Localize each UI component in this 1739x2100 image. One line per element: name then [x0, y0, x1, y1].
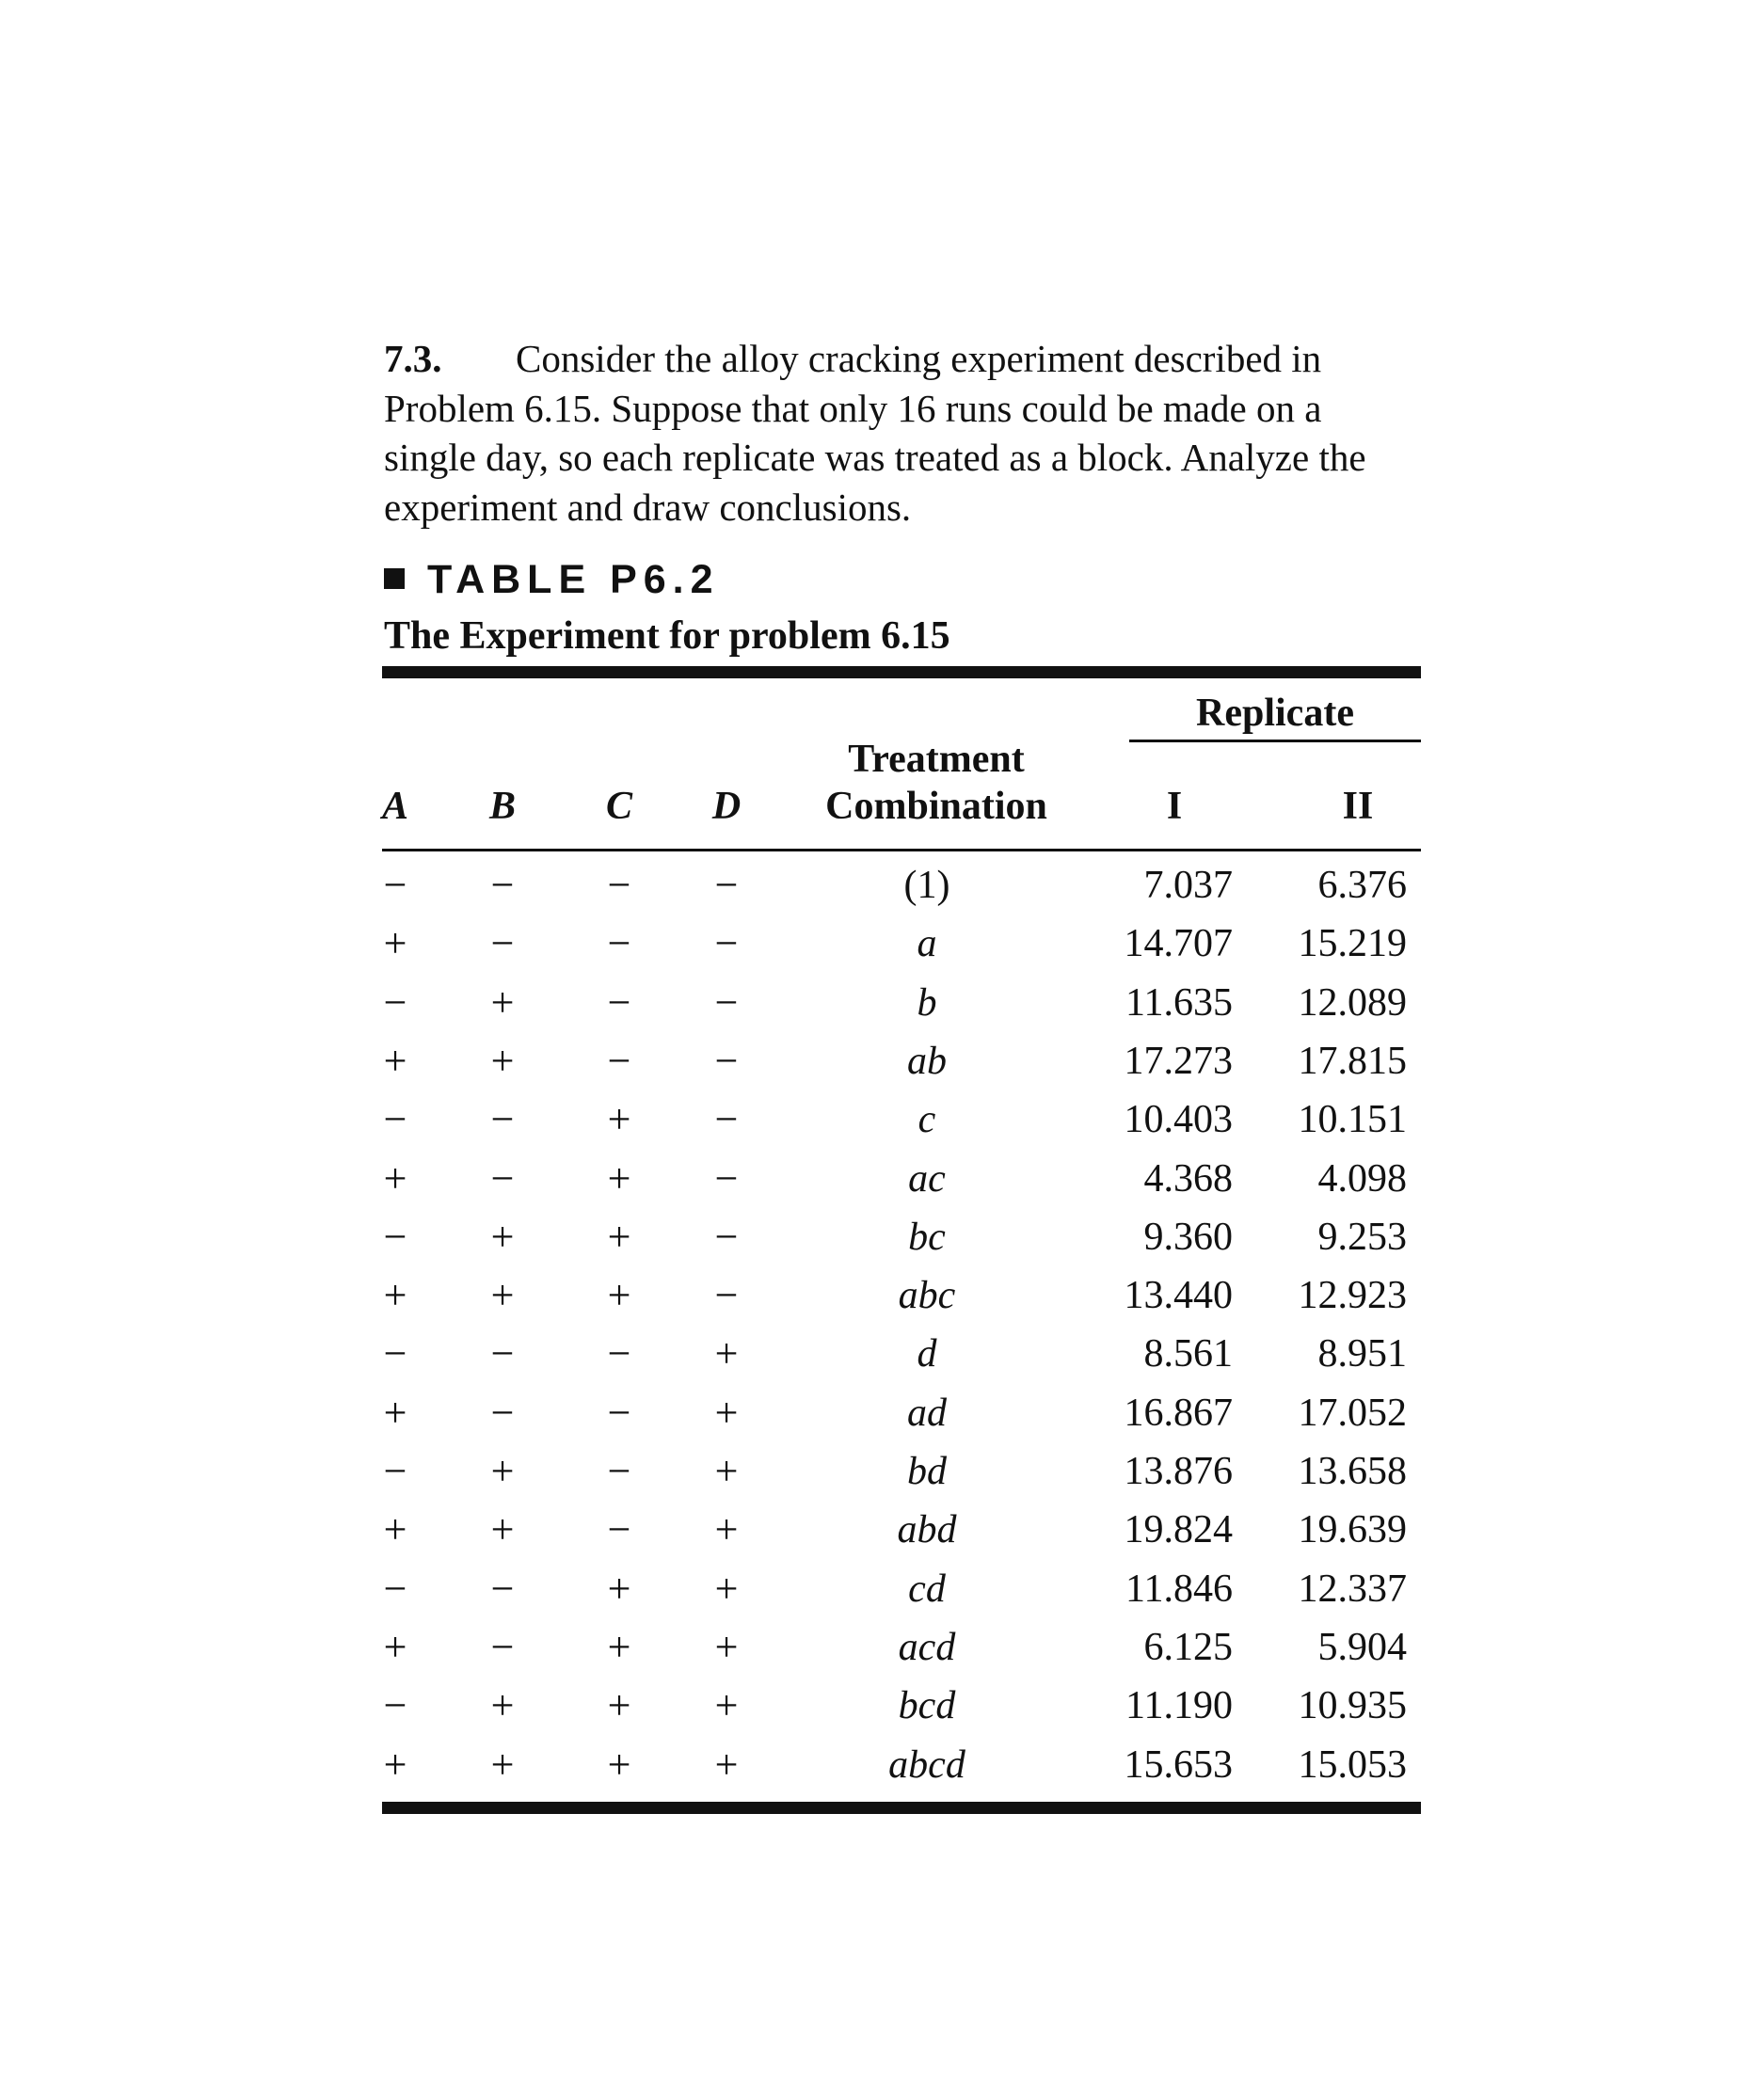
replicate-ii-value: 12.089	[1298, 980, 1407, 1025]
table-top-rule	[382, 666, 1421, 678]
sign-b: −	[490, 1330, 515, 1377]
replicate-i-value: 13.440	[1124, 1274, 1233, 1318]
sign-b: −	[490, 1623, 515, 1670]
sign-c: −	[607, 978, 631, 1026]
table-row	[0, 1090, 1739, 1149]
table-label-text: TABLE P6.2	[427, 557, 720, 602]
treatment-combination: bcd	[898, 1684, 956, 1728]
sign-b: +	[490, 1213, 515, 1260]
treatment-combination: ac	[908, 1156, 946, 1201]
replicate-i-value: 14.707	[1124, 922, 1233, 966]
sign-d: −	[714, 1037, 739, 1084]
sign-c: +	[607, 1741, 631, 1788]
column-header-a: A	[381, 785, 408, 828]
sign-b: −	[490, 1154, 515, 1201]
treatment-header-line1: Treatment	[848, 738, 1025, 781]
sign-b: +	[490, 1272, 515, 1319]
column-header-d: D	[711, 785, 742, 828]
table-row	[0, 974, 1739, 1032]
treatment-combination: acd	[898, 1625, 956, 1669]
sign-a: −	[383, 1565, 407, 1612]
sign-a: +	[383, 1506, 407, 1553]
sign-d: +	[714, 1682, 739, 1729]
sign-d: −	[714, 1272, 739, 1319]
table-row	[0, 856, 1739, 915]
column-header-b: B	[488, 785, 516, 828]
replicate-i-value: 6.125	[1143, 1625, 1233, 1669]
treatment-combination: bd	[907, 1450, 947, 1493]
replicate-ii-value: 17.815	[1298, 1039, 1407, 1083]
replicate-ii-value: 4.098	[1317, 1156, 1407, 1201]
table-row	[0, 1442, 1739, 1501]
table-row	[0, 1560, 1739, 1618]
replicate-ii-value: 10.151	[1298, 1098, 1407, 1142]
replicate-ii-value: 15.219	[1298, 922, 1407, 966]
sign-b: −	[490, 1389, 515, 1436]
table-row	[0, 1736, 1739, 1794]
table-row	[0, 1208, 1739, 1266]
sign-a: +	[383, 1037, 407, 1084]
sign-c: +	[607, 1565, 631, 1612]
sign-c: −	[607, 1037, 631, 1084]
treatment-combination: abc	[898, 1274, 956, 1318]
replicate-i-value: 8.561	[1143, 1332, 1233, 1376]
treatment-combination: b	[917, 980, 937, 1025]
sign-a: +	[383, 1272, 407, 1319]
problem-statement	[384, 334, 1381, 532]
replicate-ii-value: 13.658	[1298, 1450, 1407, 1493]
sign-b: −	[490, 1096, 515, 1143]
sign-a: +	[383, 1154, 407, 1201]
sign-a: −	[383, 1330, 407, 1377]
sign-b: −	[490, 862, 515, 908]
sign-a: −	[383, 862, 407, 908]
sign-b: +	[490, 1741, 515, 1788]
table-row	[0, 1501, 1739, 1559]
sign-d: +	[714, 1330, 739, 1377]
column-header-c: C	[605, 785, 632, 828]
table-label	[384, 557, 720, 610]
replicate-i-value: 10.403	[1124, 1098, 1233, 1142]
treatment-combination: (1)	[903, 864, 950, 907]
sign-d: +	[714, 1389, 739, 1436]
table-row	[0, 1032, 1739, 1090]
sign-c: +	[607, 1096, 631, 1143]
square-bullet-icon	[384, 568, 405, 589]
sign-d: +	[714, 1741, 739, 1788]
table-row	[0, 1266, 1739, 1325]
replicate-i-header: I	[1166, 785, 1183, 828]
replicate-rule	[1129, 740, 1421, 742]
sign-c: −	[607, 1506, 631, 1553]
treatment-combination: c	[917, 1098, 936, 1142]
sign-b: −	[490, 1565, 515, 1612]
sign-d: −	[714, 978, 739, 1026]
sign-d: −	[714, 1096, 739, 1143]
treatment-header-line2: Combination	[825, 785, 1047, 828]
sign-a: −	[383, 1448, 407, 1494]
sign-d: +	[714, 1623, 739, 1670]
replicate-i-value: 13.876	[1124, 1450, 1233, 1493]
problem-text: Consider the alloy cracking experiment described in Problem 6.15. Suppose that only 16 runs could be made on a single day, so each replicate was treated as a block. Analyze the experiment and draw conclusions.	[384, 337, 1366, 529]
treatment-combination: cd	[908, 1567, 946, 1611]
replicate-header: Replicate	[1196, 692, 1354, 735]
sign-d: −	[714, 862, 739, 908]
replicate-ii-value: 19.639	[1298, 1508, 1407, 1552]
sign-a: −	[383, 978, 407, 1026]
table-row	[0, 1150, 1739, 1208]
sign-b: +	[490, 1682, 515, 1729]
sign-b: +	[490, 1506, 515, 1553]
table-bottom-rule	[382, 1802, 1421, 1814]
sign-d: +	[714, 1506, 739, 1553]
sign-a: −	[383, 1213, 407, 1260]
table-row	[0, 1384, 1739, 1442]
sign-d: +	[714, 1565, 739, 1612]
sign-c: −	[607, 1448, 631, 1494]
treatment-combination: bc	[908, 1215, 946, 1259]
sign-d: −	[714, 1154, 739, 1201]
sign-c: +	[607, 1154, 631, 1201]
treatment-combination: ab	[907, 1039, 947, 1083]
problem-number: 7.3.	[384, 337, 442, 380]
sign-b: +	[490, 978, 515, 1026]
sign-c: +	[607, 1682, 631, 1729]
sign-b: −	[490, 920, 515, 967]
replicate-ii-value: 12.923	[1298, 1274, 1407, 1318]
treatment-combination: ad	[907, 1391, 947, 1435]
replicate-i-value: 9.360	[1143, 1215, 1233, 1259]
replicate-ii-value: 12.337	[1298, 1567, 1407, 1611]
sign-b: +	[490, 1448, 515, 1494]
table-row	[0, 1618, 1739, 1677]
replicate-ii-value: 8.951	[1317, 1332, 1407, 1376]
table-row	[0, 915, 1739, 973]
header-bottom-rule	[382, 849, 1421, 851]
table-caption: The Experiment for problem 6.15	[384, 614, 950, 658]
sign-c: −	[607, 920, 631, 967]
sign-c: +	[607, 1623, 631, 1670]
replicate-i-value: 4.368	[1143, 1156, 1233, 1201]
replicate-ii-value: 10.935	[1298, 1684, 1407, 1728]
replicate-ii-value: 15.053	[1298, 1742, 1407, 1787]
sign-c: +	[607, 1213, 631, 1260]
replicate-ii-header: II	[1342, 785, 1374, 828]
sign-a: +	[383, 1741, 407, 1788]
replicate-i-value: 11.846	[1125, 1567, 1233, 1611]
treatment-combination: abd	[897, 1508, 957, 1552]
sign-d: +	[714, 1448, 739, 1494]
replicate-ii-value: 6.376	[1317, 864, 1407, 907]
replicate-i-value: 17.273	[1124, 1039, 1233, 1083]
sign-b: +	[490, 1037, 515, 1084]
table-row	[0, 1325, 1739, 1383]
replicate-ii-value: 5.904	[1317, 1625, 1407, 1669]
treatment-combination: d	[917, 1332, 937, 1376]
replicate-ii-value: 17.052	[1298, 1391, 1407, 1435]
sign-a: −	[383, 1096, 407, 1143]
replicate-i-value: 16.867	[1124, 1391, 1233, 1435]
replicate-i-value: 11.635	[1125, 980, 1233, 1025]
table-row	[0, 1677, 1739, 1735]
sign-a: +	[383, 920, 407, 967]
sign-a: +	[383, 1623, 407, 1670]
replicate-i-value: 19.824	[1124, 1508, 1233, 1552]
replicate-i-value: 7.037	[1143, 864, 1233, 907]
sign-c: −	[607, 862, 631, 908]
sign-c: −	[607, 1330, 631, 1377]
replicate-i-value: 11.190	[1125, 1684, 1233, 1728]
treatment-combination: a	[917, 922, 937, 966]
sign-d: −	[714, 1213, 739, 1260]
sign-a: −	[383, 1682, 407, 1729]
replicate-i-value: 15.653	[1124, 1742, 1233, 1787]
treatment-combination: abcd	[888, 1742, 965, 1787]
replicate-ii-value: 9.253	[1317, 1215, 1407, 1259]
sign-d: −	[714, 920, 739, 967]
sign-c: −	[607, 1389, 631, 1436]
sign-a: +	[383, 1389, 407, 1436]
sign-c: +	[607, 1272, 631, 1319]
